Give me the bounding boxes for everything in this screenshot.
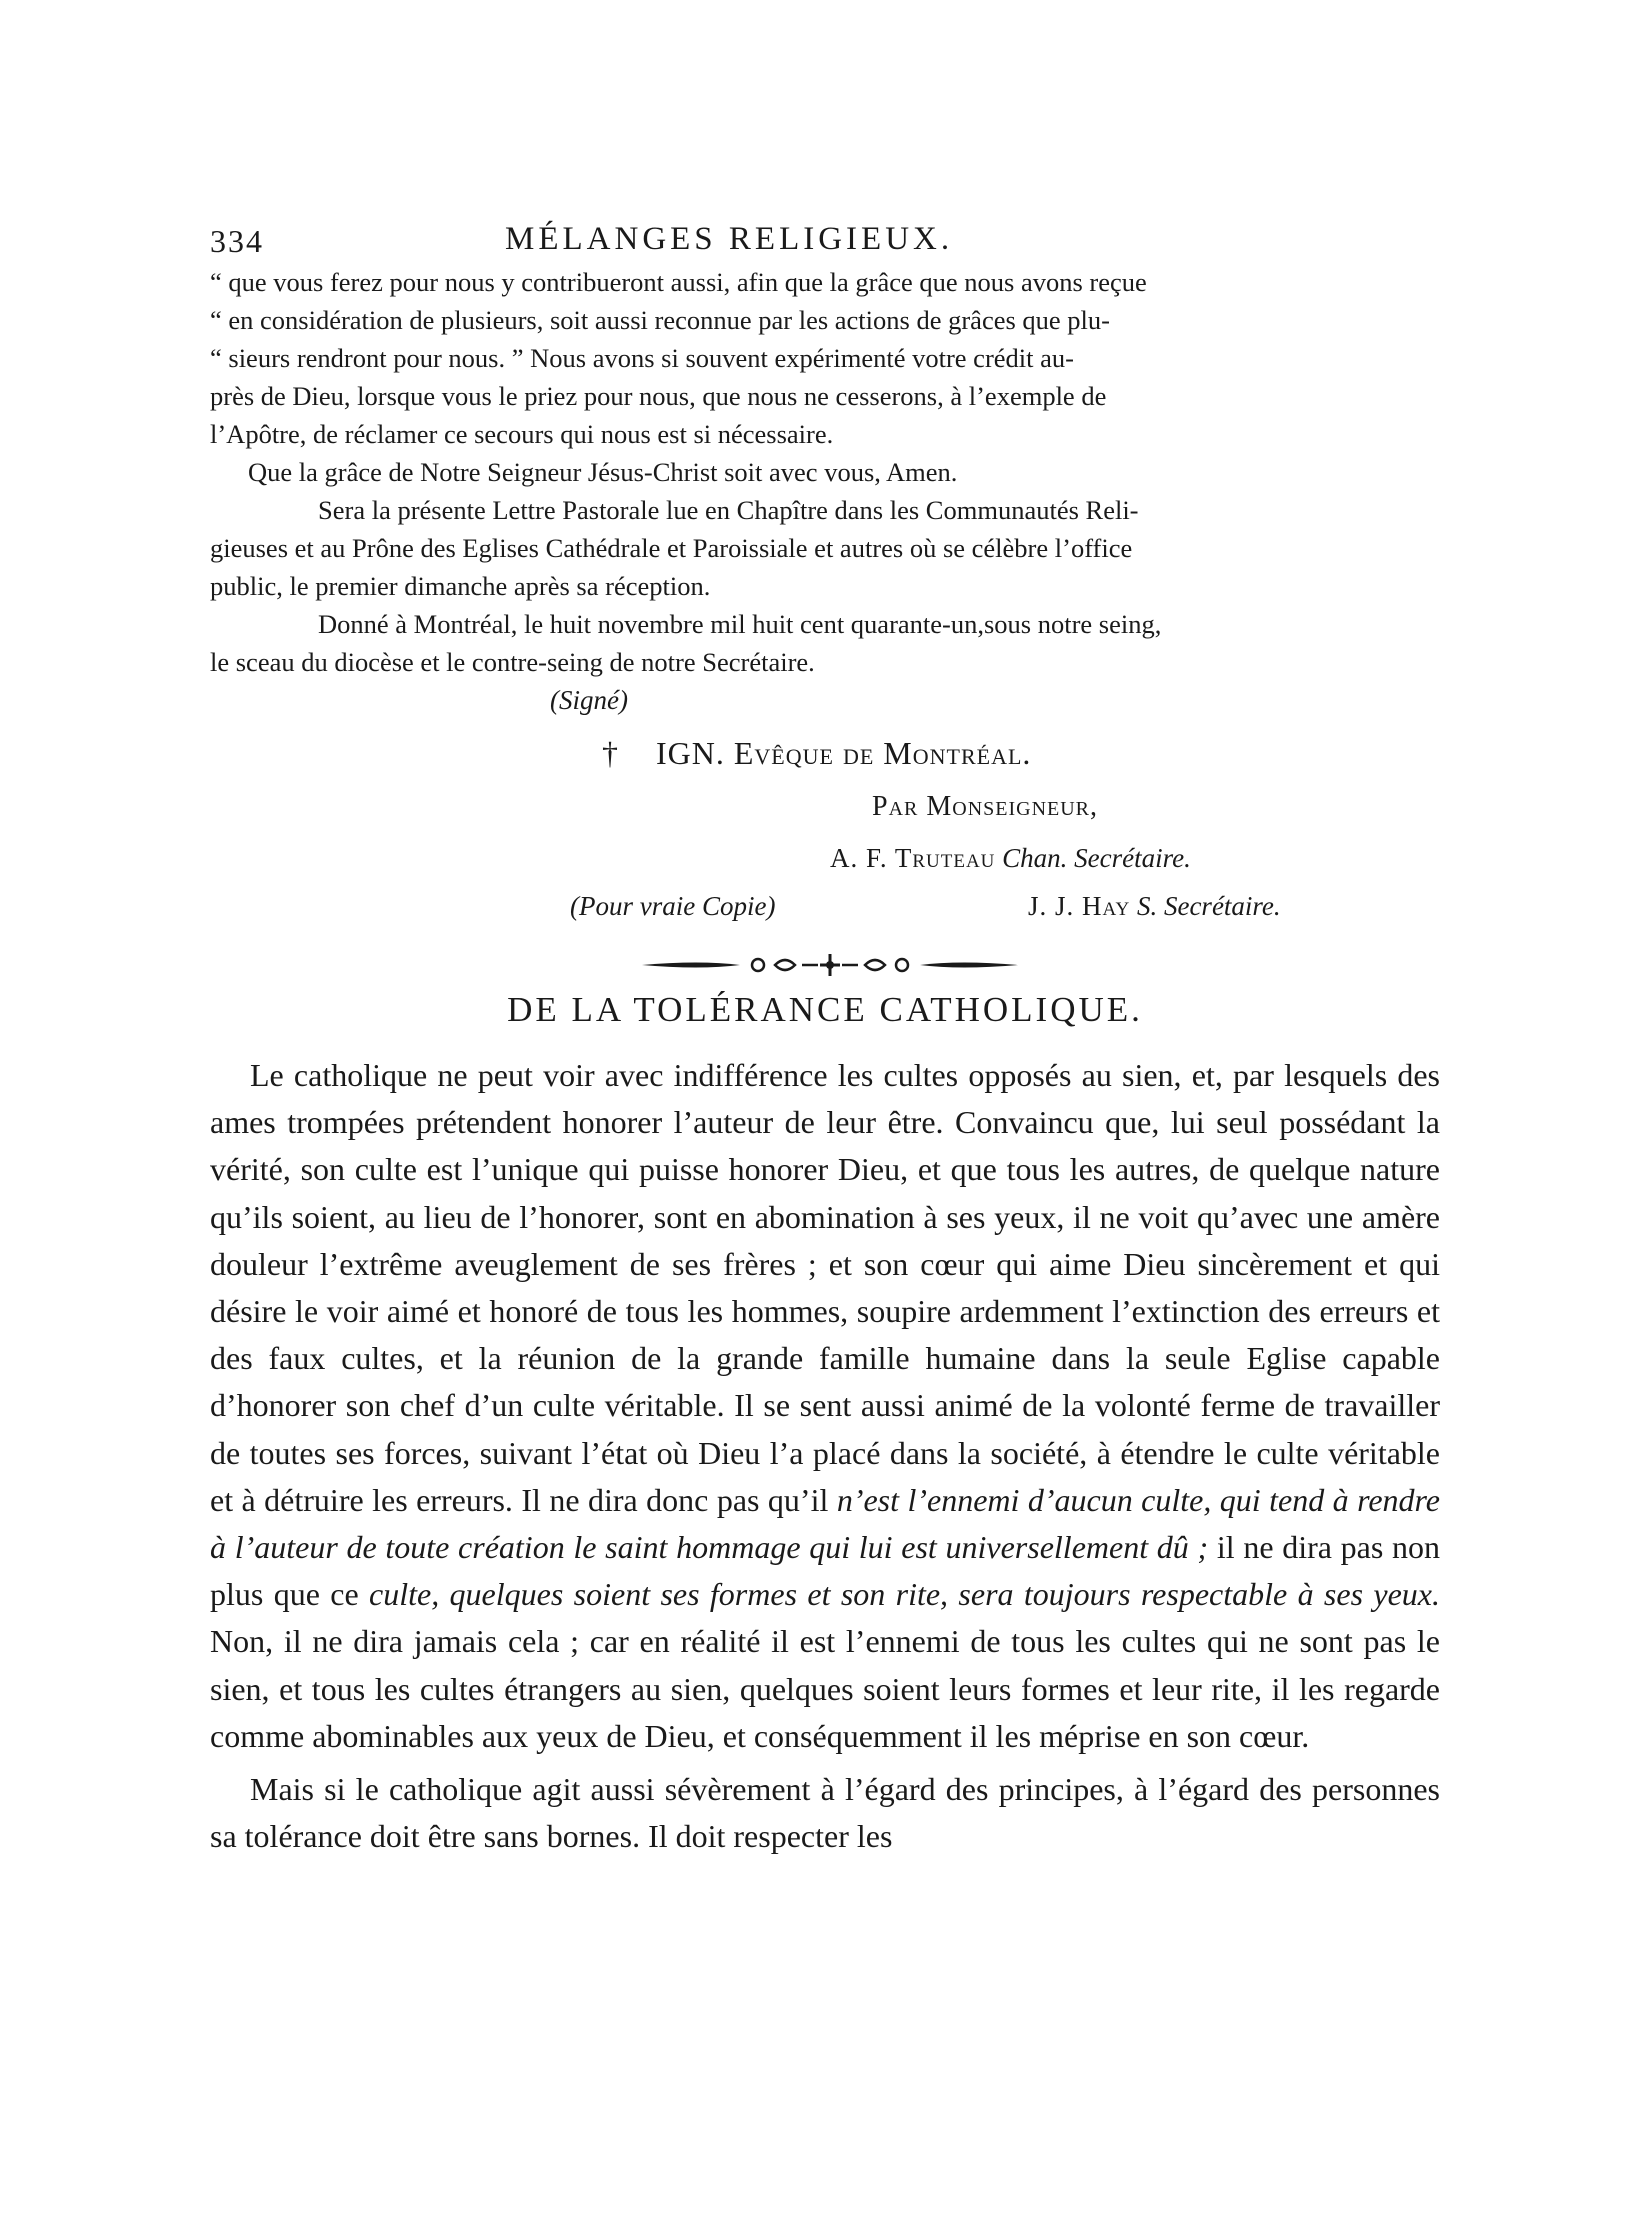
article-paragraph: Mais si le catholique agit aussi sévèrement à l’égard des principes, à l’égard des personnes sa tolérance doit être sans bornes. Il doit respecter les — [210, 1771, 1440, 1855]
vraie-copie-label: (Pour vraie Copie) — [570, 891, 776, 921]
signature-block — [210, 681, 1440, 931]
article-italic-quote: n’est l’ennemi d’aucun culte, qui tend à rendre à l’auteur de toute création le saint hommage qui lui est universellement dû ; — [210, 1481, 1441, 1566]
fleuron-divider-icon — [640, 952, 1020, 978]
article-text: Non, il ne dira jamais cela ; car en réalité il est l’ennemi de tous les cultes qui ne sont pas le sien, et tous les cultes étrangers au sien, quelques soient leurs formes et leur rite, il les regarde comme abominables aux yeux de Dieu, et conséquemment il les méprise en son cœur. — [210, 1623, 1440, 1754]
sera-paragraph — [210, 491, 1440, 605]
article-paragraph — [210, 1052, 1440, 1760]
cross-icon: † — [602, 735, 620, 771]
hay-name: J. J. Hay — [1028, 891, 1131, 921]
donne-line: le sceau du diocèse et le contre-seing de notre Secrétaire. — [210, 647, 815, 677]
letter-line: “ que vous ferez pour nous y contribueront aussi, afin que la grâce que nous avons reçue — [210, 267, 1147, 297]
running-head — [210, 215, 1440, 263]
truteau-title: Chan. Secrétaire. — [1002, 843, 1191, 873]
pastoral-letter-excerpt — [210, 263, 1440, 681]
article-text: Le catholique ne peut voir avec indifférence les cultes opposés au sien, et, par lesquels des ames trompées prétendent honorer l’auteur de leur être. Convaincu que, lui seul possédant la vérité, son culte est l’unique qui puisse honorer Dieu, et que tous les autres, de quelque nature qu’ils soient, au lieu de l’honorer, sont en abomination à ses yeux, il ne voit qu’avec une amère douleur l’extrême aveuglement de ses frères ; et son cœur qui aime Dieu sincèrement et qui désire le voir aimé et honoré de tous les hommes, soupire ardemment l’extinction des erreurs et des faux cultes, et la réunion de la grande famille humaine dans la seule Eglise capable d’honorer son chef d’un culte véritable. Il se sent aussi animé de la volonté ferme de travailler de toutes ses forces, suivant l’état où Dieu l’a placé dans la société, à étendre le culte véritable et à détruire les erreurs. Il ne dira donc pas qu’il — [210, 1057, 1440, 1518]
running-title: MÉLANGES RELIGIEUX. — [505, 221, 954, 257]
hay-signature — [1028, 891, 1281, 922]
section-title: DE LA TOLÉRANCE CATHOLIQUE. — [507, 990, 1143, 1029]
letter-paragraph — [210, 263, 1440, 453]
letter-line: “ en considération de plusieurs, soit aussi reconnue par les actions de grâces que plu- — [210, 305, 1110, 335]
sera-line: public, le premier dimanche après sa réception. — [210, 571, 711, 601]
bishop-name: IGN. Evêque de Montréal. — [656, 735, 1032, 771]
article-text: il ne dira pas non plus que ce — [210, 1529, 1441, 1613]
truteau-name: A. F. Truteau — [830, 843, 996, 873]
par-monseigneur: Par Monseigneur, — [872, 791, 1099, 822]
signe-label: (Signé) — [550, 685, 628, 715]
sera-line: gieuses et au Prône des Eglises Cathédrale et Paroissiale et autres où se célèbre l’office — [210, 533, 1133, 563]
donne-paragraph — [210, 605, 1440, 681]
hay-title: S. Secrétaire. — [1136, 891, 1281, 921]
article-italic-quote: culte, quelques soient ses formes et son rite, sera toujours respectable à ses yeux. — [369, 1576, 1441, 1613]
donne-line: Donné à Montréal, le huit novembre mil huit cent quarante-un,sous notre seing, — [318, 609, 1162, 639]
truteau-signature — [830, 843, 1191, 874]
page — [210, 215, 1440, 931]
sera-line: Sera la présente Lettre Pastorale lue en Chapître dans les Communautés Reli- — [318, 495, 1139, 525]
letter-line: près de Dieu, lorsque vous le priez pour nous, que nous ne cesserons, à l’exemple de — [210, 381, 1107, 411]
article-body — [210, 1052, 1440, 1860]
grace-line: Que la grâce de Notre Seigneur Jésus-Christ soit avec vous, Amen. — [248, 457, 958, 487]
letter-line: “ sieurs rendront pour nous. ” Nous avons si souvent expérimenté votre crédit au- — [210, 343, 1074, 373]
letter-line: l’Apôtre, de réclamer ce secours qui nous est si nécessaire. — [210, 419, 834, 449]
bishop-signature — [602, 735, 1031, 772]
page-number: 334 — [210, 223, 264, 259]
